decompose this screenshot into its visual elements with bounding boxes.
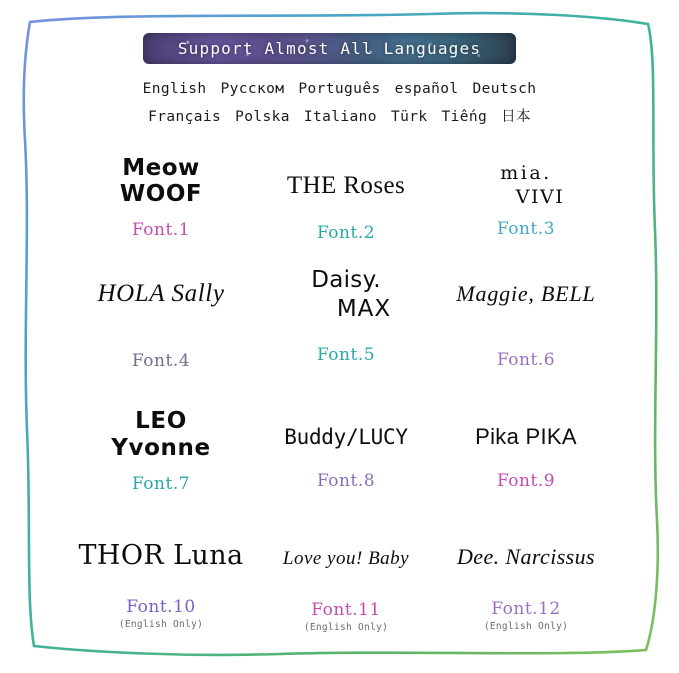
font-sample-11-line1: Love you! Baby [282, 548, 410, 569]
font-sample-11-sublabel: (English Only) [303, 621, 389, 633]
font-sample-4 [63, 280, 259, 371]
font-sample-1-line1: Meow [122, 155, 200, 181]
font-sample-11-label: Font.11 [311, 599, 381, 620]
font-sample-10-sublabel: (English Only) [118, 619, 204, 631]
language-english: English [142, 81, 207, 97]
font-sample-2 [248, 172, 444, 243]
font-sample-12-sublabel: (English Only) [483, 621, 569, 633]
language-turkish: Türk [390, 109, 428, 125]
font-sample-9-text [428, 424, 624, 449]
font-sample-1 [63, 155, 259, 240]
font-sample-7-line1: LEO [135, 408, 187, 434]
language-row-2 [0, 105, 679, 126]
font-sample-10 [63, 540, 259, 630]
font-sample-7-label: Font.7 [131, 473, 191, 494]
font-sample-4-text [63, 280, 259, 309]
banner-background [143, 33, 516, 64]
font-sample-12 [428, 544, 624, 632]
font-sample-3-line2: VIVI [515, 185, 565, 208]
language-polish: Polska [235, 109, 290, 125]
font-sample-5-line2: MAX [336, 296, 392, 323]
font-sample-8-label: Font.8 [316, 471, 376, 492]
font-sample-8 [248, 425, 444, 491]
font-sample-1-line2: WOOF [119, 181, 203, 208]
font-sample-10-label: Font.10 [126, 597, 196, 618]
font-sample-4-line1: HOLA Sally [97, 280, 225, 307]
font-sample-11-text [248, 548, 444, 570]
font-sample-10-line1: THOR Luna [78, 540, 244, 571]
font-sample-7 [63, 408, 259, 494]
font-sample-3-text [428, 163, 624, 209]
language-vietnamese: Tiếng [441, 109, 488, 125]
font-sample-3-line1: mia. [500, 162, 552, 184]
language-french: Français [148, 109, 222, 125]
font-sample-7-text [63, 408, 259, 462]
language-spanish: español [394, 81, 459, 97]
font-sample-12-line1: Dee. Narcissus [457, 544, 595, 569]
font-sample-8-line1: Buddy/LUCY [284, 425, 408, 449]
font-sample-6-label: Font.6 [496, 350, 556, 371]
font-sample-10-text [63, 540, 259, 571]
font-sample-12-label: Font.12 [491, 599, 561, 620]
font-sample-9 [428, 424, 624, 491]
language-german: Deutsch [472, 81, 537, 97]
font-sample-11 [248, 548, 444, 633]
font-sample-9-line1: Pika PIKA [475, 424, 577, 449]
font-sample-6-text [428, 281, 624, 306]
font-sample-3 [428, 163, 624, 239]
font-sample-1-text [63, 155, 259, 208]
language-japanese: 日本 [501, 109, 531, 125]
font-sample-5-label: Font.5 [316, 344, 376, 365]
language-russian: Pусском [220, 81, 285, 97]
language-italian: Italiano [303, 109, 377, 125]
font-sample-2-label: Font.2 [316, 222, 376, 243]
language-row-1 [0, 81, 679, 97]
banner-title: Support Almost All Languages [177, 39, 482, 58]
font-sample-4-label: Font.4 [131, 350, 191, 371]
font-sample-2-line1: THE Roses [286, 172, 406, 199]
font-sample-6-line1: Maggie, BELL [456, 281, 596, 306]
font-sample-12-text [428, 544, 624, 569]
font-sample-5 [248, 267, 444, 365]
font-sample-5-line1: Daisy. [311, 267, 381, 293]
font-sample-8-text [248, 425, 444, 449]
language-portuguese: Português [298, 81, 381, 97]
font-sample-7-line2: Yvonne [111, 435, 211, 462]
font-sample-3-label: Font.3 [496, 218, 556, 239]
font-sample-1-label: Font.1 [131, 219, 191, 240]
font-sample-9-label: Font.9 [496, 471, 556, 492]
font-sample-6 [428, 281, 624, 370]
font-sample-5-text [248, 267, 444, 323]
font-sample-2-text [248, 172, 444, 201]
